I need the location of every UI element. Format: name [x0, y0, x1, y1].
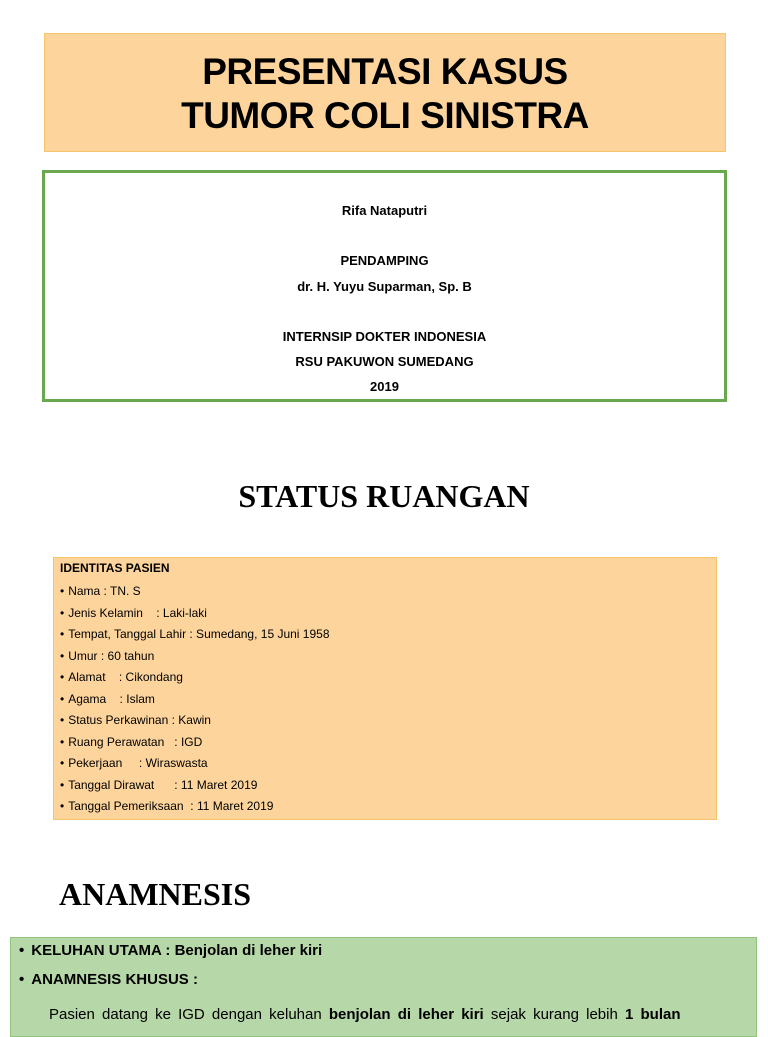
program-name: INTERNSIP DOKTER INDONESIA — [282, 329, 487, 344]
identity-item-birth: • Tempat, Tanggal Lahir : Sumedang, 15 Juni 1958 — [60, 625, 330, 647]
anamnesis-paragraph — [49, 1006, 748, 1023]
anamnesis-box — [10, 937, 757, 1037]
identity-item-examined: • Tanggal Pemeriksaan : 11 Maret 2019 — [60, 797, 330, 819]
identity-item-religion: • Agama : Islam — [60, 690, 330, 712]
paragraph-text-2: sejak kurang lebih — [483, 1006, 625, 1023]
presentation-year: 2019 — [370, 379, 399, 394]
supervisor-name: dr. H. Yuyu Suparman, Sp. B — [297, 279, 472, 294]
identity-item-name: • Nama : TN. S — [60, 582, 330, 604]
identity-item-age: • Umur : 60 tahun — [60, 647, 330, 669]
special-anamnesis-label: ANAMNESIS KHUSUS : — [31, 971, 198, 988]
anamnesis-heading: ANAMNESIS — [59, 876, 252, 912]
identity-item-occupation: • Pekerjaan : Wiraswasta — [60, 754, 330, 776]
identity-list — [60, 582, 330, 819]
title-banner — [44, 33, 726, 152]
identity-title: IDENTITAS PASIEN — [60, 561, 170, 575]
title-line-1: PRESENTASI KASUS — [202, 51, 568, 92]
chief-complaint-text: KELUHAN UTAMA : Benjolan di leher kiri — [31, 942, 323, 959]
paragraph-bold-2: 1 bulan — [624, 1006, 681, 1023]
presenter-info-box — [42, 170, 727, 402]
presenter-name: Rifa Nataputri — [341, 203, 428, 218]
hospital-name: RSU PAKUWON SUMEDANG — [295, 354, 474, 369]
identity-item-ward: • Ruang Perawatan : IGD — [60, 733, 330, 755]
chief-complaint — [19, 942, 322, 959]
title-line-2: TUMOR COLI SINISTRA — [181, 95, 589, 136]
identity-item-marital: • Status Perkawinan : Kawin — [60, 711, 330, 733]
identity-item-address: • Alamat : Cikondang — [60, 668, 330, 690]
paragraph-bold-1: benjolan di leher kiri — [328, 1006, 484, 1023]
supervisor-label: PENDAMPING — [340, 253, 429, 268]
bullet-marker: • — [19, 942, 25, 959]
status-heading: STATUS RUANGAN — [238, 478, 530, 514]
patient-identity-box — [53, 557, 717, 820]
paragraph-text-1: Pasien datang ke IGD dengan keluhan — [49, 1006, 329, 1023]
special-anamnesis — [19, 971, 198, 988]
bullet-marker: • — [19, 971, 25, 988]
identity-item-admitted: • Tanggal Dirawat : 11 Maret 2019 — [60, 776, 330, 798]
identity-item-sex: • Jenis Kelamin : Laki-laki — [60, 604, 330, 626]
